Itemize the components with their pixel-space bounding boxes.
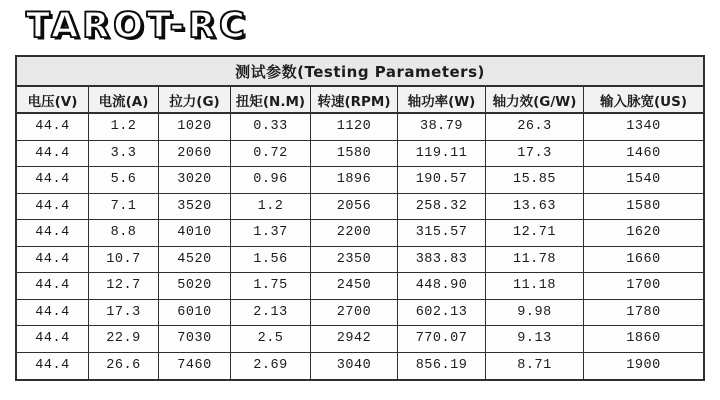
table-cell: 2.13 xyxy=(231,300,311,327)
table-cell: 7030 xyxy=(159,326,231,353)
table-cell: 1660 xyxy=(584,247,703,274)
table-cell: 9.98 xyxy=(486,300,584,327)
table-cell: 22.9 xyxy=(89,326,159,353)
column-header: 扭矩(N.M) xyxy=(231,87,311,114)
table-cell: 1.75 xyxy=(231,273,311,300)
table-cell: 5020 xyxy=(159,273,231,300)
table-cell: 2942 xyxy=(311,326,398,353)
table-cell: 0.33 xyxy=(231,114,311,141)
table-cell: 1620 xyxy=(584,220,703,247)
table-cell: 1896 xyxy=(311,167,398,194)
column-header: 输入脉宽(US) xyxy=(584,87,703,114)
table-cell: 1340 xyxy=(584,114,703,141)
table-cell: 1.2 xyxy=(231,194,311,221)
table-cell: 2700 xyxy=(311,300,398,327)
table-cell: 4010 xyxy=(159,220,231,247)
column-header: 电流(A) xyxy=(89,87,159,114)
table-cell: 2.69 xyxy=(231,353,311,380)
table-cell: 2450 xyxy=(311,273,398,300)
table-cell: 1540 xyxy=(584,167,703,194)
table-cell: 2350 xyxy=(311,247,398,274)
column-header: 拉力(G) xyxy=(159,87,231,114)
table-cell: 44.4 xyxy=(17,220,89,247)
table-cell: 6010 xyxy=(159,300,231,327)
table-cell: 1860 xyxy=(584,326,703,353)
table-cell: 190.57 xyxy=(398,167,486,194)
table-cell: 11.18 xyxy=(486,273,584,300)
table-cell: 44.4 xyxy=(17,326,89,353)
table-cell: 1.2 xyxy=(89,114,159,141)
table-cell: 856.19 xyxy=(398,353,486,380)
table-cell: 10.7 xyxy=(89,247,159,274)
table-cell: 1460 xyxy=(584,141,703,168)
column-header: 轴力效(G/W) xyxy=(486,87,584,114)
column-header: 电压(V) xyxy=(17,87,89,114)
table-cell: 383.83 xyxy=(398,247,486,274)
table-cell: 26.6 xyxy=(89,353,159,380)
testing-parameters-table xyxy=(15,55,705,381)
table-cell: 2.5 xyxy=(231,326,311,353)
table-cell: 44.4 xyxy=(17,194,89,221)
table-cell: 3.3 xyxy=(89,141,159,168)
table-cell: 13.63 xyxy=(486,194,584,221)
table-cell: 0.72 xyxy=(231,141,311,168)
column-header: 轴功率(W) xyxy=(398,87,486,114)
table-cell: 12.7 xyxy=(89,273,159,300)
table-cell: 315.57 xyxy=(398,220,486,247)
table-cell: 44.4 xyxy=(17,300,89,327)
table-cell: 0.96 xyxy=(231,167,311,194)
table-cell: 44.4 xyxy=(17,114,89,141)
table-cell: 26.3 xyxy=(486,114,584,141)
table-cell: 1.56 xyxy=(231,247,311,274)
table-cell: 258.32 xyxy=(398,194,486,221)
table-cell: 1900 xyxy=(584,353,703,380)
table-cell: 1020 xyxy=(159,114,231,141)
table-cell: 602.13 xyxy=(398,300,486,327)
table-cell: 44.4 xyxy=(17,167,89,194)
table-cell: 5.6 xyxy=(89,167,159,194)
table-cell: 2200 xyxy=(311,220,398,247)
table-cell: 12.71 xyxy=(486,220,584,247)
table-cell: 1.37 xyxy=(231,220,311,247)
table-title: 测试参数(Testing Parameters) xyxy=(17,57,703,87)
table-cell: 17.3 xyxy=(89,300,159,327)
table-cell: 3040 xyxy=(311,353,398,380)
table-cell: 119.11 xyxy=(398,141,486,168)
table-cell: 44.4 xyxy=(17,141,89,168)
table-cell: 9.13 xyxy=(486,326,584,353)
table-cell: 44.4 xyxy=(17,273,89,300)
table-cell: 2060 xyxy=(159,141,231,168)
table-cell: 2056 xyxy=(311,194,398,221)
table-cell: 7460 xyxy=(159,353,231,380)
table-cell: 1580 xyxy=(584,194,703,221)
table-cell: 38.79 xyxy=(398,114,486,141)
table-cell: 1580 xyxy=(311,141,398,168)
table-cell: 15.85 xyxy=(486,167,584,194)
table-cell: 770.07 xyxy=(398,326,486,353)
table-cell: 3020 xyxy=(159,167,231,194)
table-cell: 1700 xyxy=(584,273,703,300)
table-cell: 4520 xyxy=(159,247,231,274)
table-cell: 44.4 xyxy=(17,247,89,274)
table-cell: 7.1 xyxy=(89,194,159,221)
table-cell: 8.71 xyxy=(486,353,584,380)
table-cell: 17.3 xyxy=(486,141,584,168)
table-cell: 44.4 xyxy=(17,353,89,380)
table-cell: 1120 xyxy=(311,114,398,141)
table-cell: 11.78 xyxy=(486,247,584,274)
table-cell: 8.8 xyxy=(89,220,159,247)
column-header: 转速(RPM) xyxy=(311,87,398,114)
tarot-rc-logo: TAROT-RC xyxy=(26,6,249,46)
table-cell: 448.90 xyxy=(398,273,486,300)
table-cell: 1780 xyxy=(584,300,703,327)
table-cell: 3520 xyxy=(159,194,231,221)
